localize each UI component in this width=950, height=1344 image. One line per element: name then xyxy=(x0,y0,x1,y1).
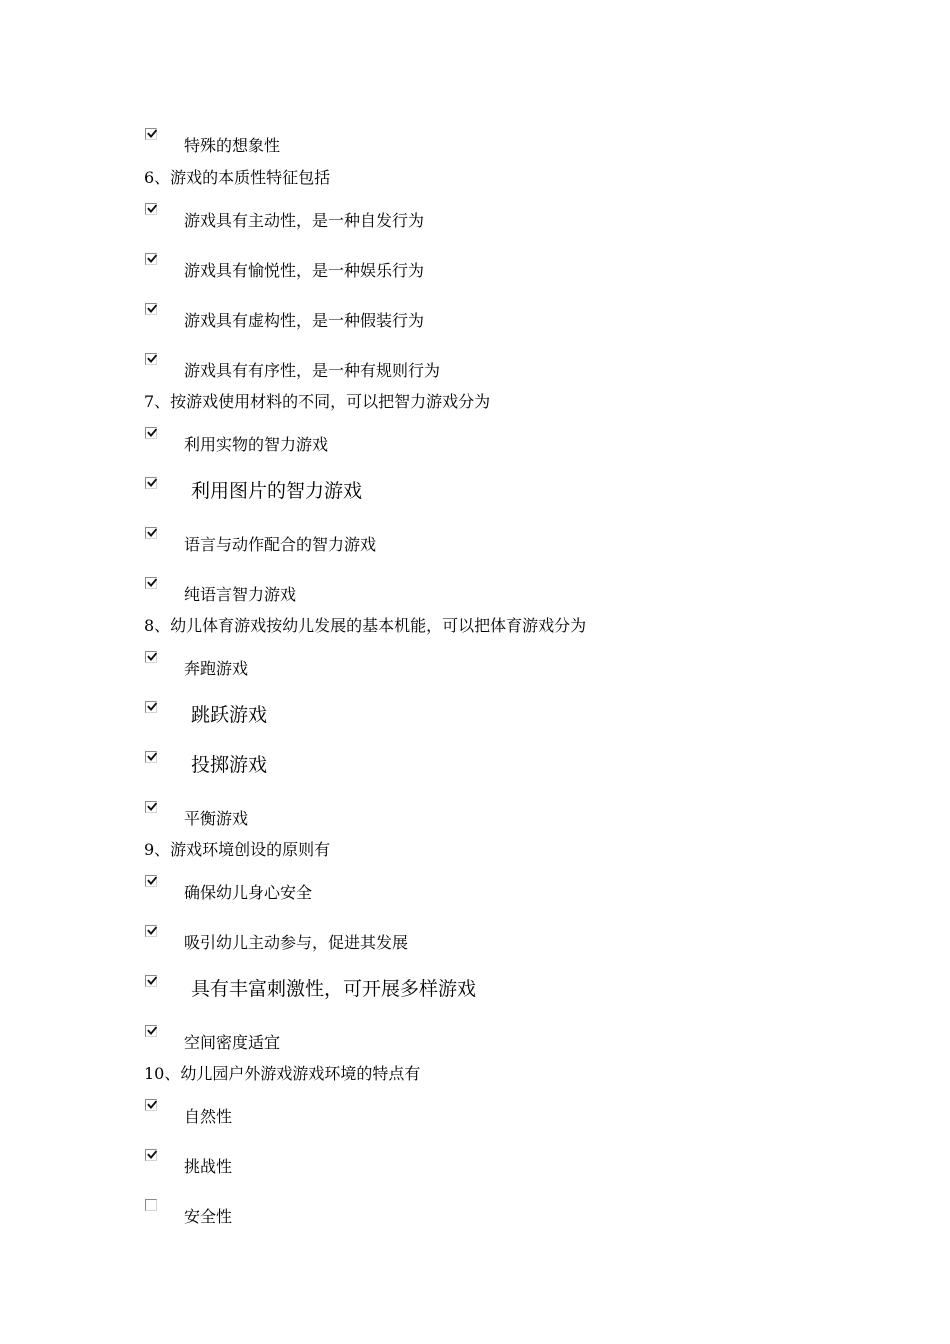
answer-option xyxy=(0,1149,950,1189)
checked-checkbox[interactable] xyxy=(145,1025,157,1037)
option-label: 纯语言智力游戏 xyxy=(184,585,297,604)
checked-checkbox[interactable] xyxy=(145,1149,157,1161)
option-label: 特殊的想象性 xyxy=(184,136,281,155)
answer-option xyxy=(0,651,950,691)
answer-option xyxy=(0,203,950,243)
question-text: 10、幼儿园户外游戏游戏环境的特点有 xyxy=(144,1064,421,1083)
answer-option xyxy=(0,253,950,293)
checked-checkbox[interactable] xyxy=(145,975,157,987)
option-label: 语言与动作配合的智力游戏 xyxy=(184,535,377,554)
option-label: 安全性 xyxy=(184,1207,233,1226)
answer-option xyxy=(0,1099,950,1139)
option-label: 投掷游戏 xyxy=(191,754,268,776)
answer-option xyxy=(0,477,950,517)
option-label: 奔跑游戏 xyxy=(184,659,249,678)
answer-option xyxy=(0,1025,950,1065)
option-label: 游戏具有愉悦性，是一种娱乐行为 xyxy=(184,261,425,280)
option-label: 确保幼儿身心安全 xyxy=(184,883,313,902)
answer-option xyxy=(0,925,950,965)
answer-option xyxy=(0,303,950,343)
answer-option xyxy=(0,801,950,841)
option-label: 自然性 xyxy=(184,1107,233,1126)
checked-checkbox[interactable] xyxy=(145,875,157,887)
question-text: 8、幼儿体育游戏按幼儿发展的基本机能，可以把体育游戏分为 xyxy=(144,616,587,635)
answer-option xyxy=(0,1199,950,1239)
checked-checkbox[interactable] xyxy=(145,253,157,265)
checked-checkbox[interactable] xyxy=(145,427,157,439)
option-label: 利用实物的智力游戏 xyxy=(184,435,329,454)
checked-checkbox[interactable] xyxy=(145,751,157,763)
answer-option xyxy=(0,128,950,168)
answer-option xyxy=(0,751,950,791)
option-label: 跳跃游戏 xyxy=(191,704,268,726)
option-label: 空间密度适宜 xyxy=(184,1033,281,1052)
question-text: 9、游戏环境创设的原则有 xyxy=(144,840,331,859)
checked-checkbox[interactable] xyxy=(145,527,157,539)
answer-option xyxy=(0,353,950,393)
checked-checkbox[interactable] xyxy=(145,577,157,589)
checked-checkbox[interactable] xyxy=(145,128,157,140)
answer-option xyxy=(0,577,950,617)
answer-option xyxy=(0,701,950,741)
checked-checkbox[interactable] xyxy=(145,1099,157,1111)
question-text: 7、按游戏使用材料的不同，可以把智力游戏分为 xyxy=(144,392,491,411)
checked-checkbox[interactable] xyxy=(145,925,157,937)
checked-checkbox[interactable] xyxy=(145,353,157,365)
option-label: 游戏具有虚构性，是一种假装行为 xyxy=(184,311,425,330)
checked-checkbox[interactable] xyxy=(145,701,157,713)
checked-checkbox[interactable] xyxy=(145,303,157,315)
answer-option xyxy=(0,975,950,1015)
option-label: 吸引幼儿主动参与，促进其发展 xyxy=(184,933,409,952)
checked-checkbox[interactable] xyxy=(145,203,157,215)
checked-checkbox[interactable] xyxy=(145,801,157,813)
answer-option xyxy=(0,427,950,467)
option-label: 利用图片的智力游戏 xyxy=(191,480,363,502)
checked-checkbox[interactable] xyxy=(145,477,157,489)
checked-checkbox[interactable] xyxy=(145,651,157,663)
option-label: 平衡游戏 xyxy=(184,809,249,828)
answer-option xyxy=(0,875,950,915)
option-label: 挑战性 xyxy=(184,1157,233,1176)
option-label: 游戏具有有序性，是一种有规则行为 xyxy=(184,361,441,380)
answer-option xyxy=(0,527,950,567)
option-label: 游戏具有主动性，是一种自发行为 xyxy=(184,211,425,230)
option-label: 具有丰富刺激性，可开展多样游戏 xyxy=(191,978,477,1000)
question-text: 6、游戏的本质性特征包括 xyxy=(144,168,331,187)
unchecked-checkbox[interactable] xyxy=(145,1199,157,1211)
